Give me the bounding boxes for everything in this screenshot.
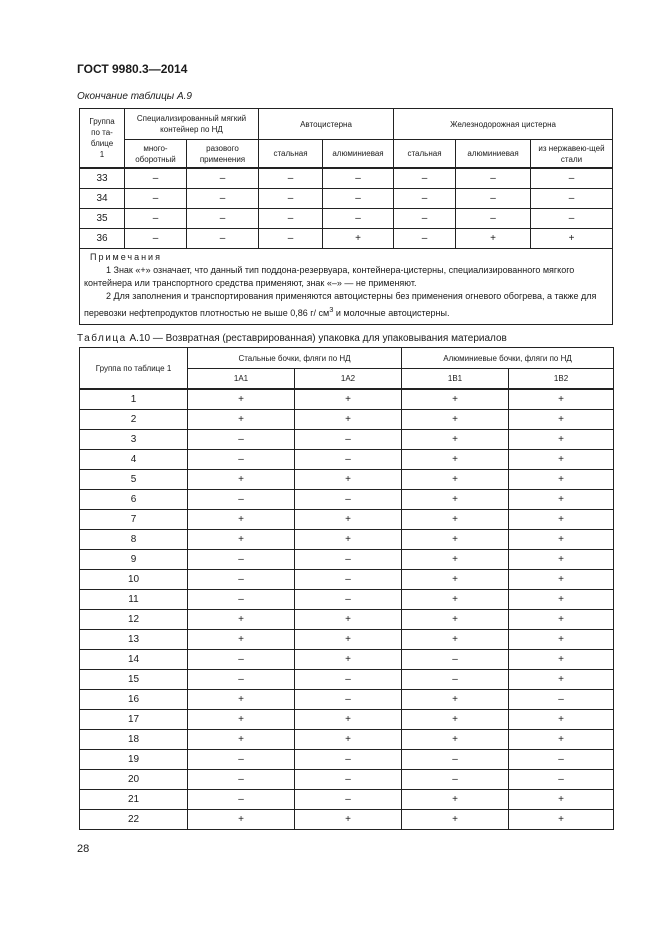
value-cell: + <box>402 590 509 610</box>
value-cell: – <box>125 168 187 189</box>
value-cell: + <box>402 490 509 510</box>
table-row <box>80 690 614 710</box>
value-cell: + <box>509 389 614 410</box>
value-cell: – <box>259 209 323 229</box>
group-cell: 17 <box>80 710 188 730</box>
value-cell: – <box>188 430 295 450</box>
value-cell: – <box>295 550 402 570</box>
value-cell: – <box>295 750 402 770</box>
page-number: 28 <box>77 843 90 855</box>
value-cell: + <box>509 510 614 530</box>
col-1b1-header: 1В1 <box>402 369 509 390</box>
value-cell: – <box>125 189 187 209</box>
value-cell: – <box>456 189 531 209</box>
col-1b2-header: 1В2 <box>509 369 614 390</box>
value-cell: – <box>394 229 456 249</box>
group-cell: 13 <box>80 630 188 650</box>
col-1a1-header: 1А1 <box>188 369 295 390</box>
group-cell: 20 <box>80 770 188 790</box>
value-cell: – <box>259 189 323 209</box>
group-cell: 4 <box>80 450 188 470</box>
table-row <box>80 590 614 610</box>
value-cell: + <box>402 570 509 590</box>
value-cell: + <box>402 389 509 410</box>
value-cell: – <box>188 550 295 570</box>
value-cell: – <box>188 590 295 610</box>
table-row <box>80 710 614 730</box>
value-cell: + <box>295 410 402 430</box>
value-cell: + <box>402 550 509 570</box>
table-row <box>80 389 614 410</box>
value-cell: + <box>402 470 509 490</box>
value-cell: – <box>125 229 187 249</box>
value-cell: – <box>323 209 394 229</box>
table-row <box>80 570 614 590</box>
col-group-header: Группа по та-блице 1 <box>80 109 125 169</box>
value-cell: + <box>188 530 295 550</box>
group-cell: 12 <box>80 610 188 630</box>
value-cell: + <box>402 430 509 450</box>
col-group-header: Группа по таблице 1 <box>80 348 188 390</box>
group-cell: 10 <box>80 570 188 590</box>
col-auto-al-header: алюминиевая <box>323 140 394 169</box>
value-cell: – <box>187 209 259 229</box>
value-cell: + <box>295 530 402 550</box>
value-cell: + <box>188 610 295 630</box>
value-cell: – <box>295 770 402 790</box>
table-row <box>80 490 614 510</box>
value-cell: + <box>509 650 614 670</box>
value-cell: – <box>295 690 402 710</box>
col-soft-single-header: разового применения <box>187 140 259 169</box>
value-cell: + <box>509 550 614 570</box>
table-a10 <box>79 347 614 830</box>
value-cell: + <box>509 790 614 810</box>
value-cell: – <box>323 189 394 209</box>
value-cell: – <box>402 770 509 790</box>
value-cell: – <box>509 690 614 710</box>
group-cell: 16 <box>80 690 188 710</box>
value-cell: + <box>402 410 509 430</box>
value-cell: + <box>295 630 402 650</box>
table-a9 <box>79 108 613 325</box>
table-row <box>80 168 613 189</box>
value-cell: + <box>402 630 509 650</box>
table-row <box>80 610 614 630</box>
value-cell: + <box>402 450 509 470</box>
table-row <box>80 450 614 470</box>
group-cell: 22 <box>80 810 188 830</box>
col-rail-al-header: алюминиевая <box>456 140 531 169</box>
col-auto-steel-header: стальная <box>259 140 323 169</box>
value-cell: + <box>402 690 509 710</box>
table-row <box>80 650 614 670</box>
table-row <box>80 470 614 490</box>
value-cell: + <box>509 710 614 730</box>
table-row <box>80 810 614 830</box>
table-row <box>80 410 614 430</box>
value-cell: – <box>259 168 323 189</box>
group-cell: 1 <box>80 389 188 410</box>
value-cell: + <box>509 810 614 830</box>
table-row <box>80 550 614 570</box>
value-cell: + <box>188 389 295 410</box>
value-cell: + <box>509 590 614 610</box>
table-row <box>80 770 614 790</box>
group-cell: 15 <box>80 670 188 690</box>
value-cell: – <box>323 168 394 189</box>
table-a9-caption: Окончание таблицы А.9 <box>77 91 192 102</box>
value-cell: + <box>509 450 614 470</box>
value-cell: + <box>402 610 509 630</box>
col-soft-container-header: Специализированный мягкий контейнер по НД <box>125 109 259 140</box>
value-cell: – <box>509 770 614 790</box>
group-cell: 2 <box>80 410 188 430</box>
table-row <box>80 209 613 229</box>
value-cell: + <box>509 530 614 550</box>
value-cell: – <box>187 168 259 189</box>
group-cell: 21 <box>80 790 188 810</box>
value-cell: – <box>295 590 402 610</box>
col-rail-stainless-header: из нержавею-щей стали <box>531 140 613 169</box>
value-cell: – <box>188 790 295 810</box>
value-cell: + <box>531 229 613 249</box>
value-cell: + <box>509 430 614 450</box>
group-cell: 35 <box>80 209 125 229</box>
value-cell: – <box>456 168 531 189</box>
value-cell: + <box>295 650 402 670</box>
group-cell: 36 <box>80 229 125 249</box>
document-header: ГОСТ 9980.3—2014 <box>77 62 188 76</box>
group-cell: 34 <box>80 189 125 209</box>
value-cell: – <box>188 770 295 790</box>
notes-title: Примечания <box>90 252 162 262</box>
value-cell: + <box>402 790 509 810</box>
value-cell: + <box>456 229 531 249</box>
value-cell: – <box>295 570 402 590</box>
value-cell: – <box>295 450 402 470</box>
value-cell: – <box>188 750 295 770</box>
group-cell: 19 <box>80 750 188 770</box>
value-cell: – <box>402 750 509 770</box>
value-cell: + <box>402 510 509 530</box>
value-cell: – <box>531 189 613 209</box>
value-cell: + <box>295 510 402 530</box>
value-cell: + <box>402 530 509 550</box>
value-cell: + <box>509 410 614 430</box>
group-cell: 33 <box>80 168 125 189</box>
value-cell: + <box>188 810 295 830</box>
col-rail-steel-header: стальная <box>394 140 456 169</box>
value-cell: – <box>509 750 614 770</box>
group-cell: 6 <box>80 490 188 510</box>
value-cell: + <box>188 730 295 750</box>
table-row <box>80 630 614 650</box>
table-row <box>80 510 614 530</box>
col-railtank-header: Железнодорожная цистерна <box>394 109 613 140</box>
value-cell: + <box>295 710 402 730</box>
value-cell: – <box>394 209 456 229</box>
group-cell: 8 <box>80 530 188 550</box>
value-cell: + <box>295 389 402 410</box>
value-cell: – <box>394 168 456 189</box>
value-cell: + <box>188 510 295 530</box>
value-cell: – <box>295 490 402 510</box>
group-cell: 11 <box>80 590 188 610</box>
value-cell: + <box>295 810 402 830</box>
note-2: 2 Для заполнения и транспортирования применяются автоцистерны без применения огневого обогрева, а также для перевозки нефтепродуктов плотностью не выше 0,86 г/ $см^3$ и молочные автоцистерны. <box>84 291 597 318</box>
table-row <box>80 530 614 550</box>
value-cell: – <box>456 209 531 229</box>
col-al-drums-header: Алюминиевые бочки, фляги по НД <box>402 348 614 369</box>
group-cell: 3 <box>80 430 188 450</box>
value-cell: + <box>188 690 295 710</box>
value-cell: – <box>259 229 323 249</box>
value-cell: – <box>295 430 402 450</box>
col-autotank-header: Автоцистерна <box>259 109 394 140</box>
col-1a2-header: 1А2 <box>295 369 402 390</box>
value-cell: + <box>188 470 295 490</box>
value-cell: – <box>188 650 295 670</box>
table-row <box>80 670 614 690</box>
group-cell: 5 <box>80 470 188 490</box>
value-cell: + <box>509 470 614 490</box>
note-1: 1 Знак «+» означает, что данный тип поддона-резервуара, контейнера-цистерны, специализированного мягкого контейнера или транспортного средства применяют, знак «–» — не применяют. <box>84 265 575 288</box>
value-cell: – <box>188 490 295 510</box>
value-cell: + <box>402 810 509 830</box>
group-cell: 14 <box>80 650 188 670</box>
value-cell: + <box>295 470 402 490</box>
value-cell: – <box>188 450 295 470</box>
value-cell: – <box>187 189 259 209</box>
group-cell: 18 <box>80 730 188 750</box>
value-cell: – <box>188 570 295 590</box>
value-cell: + <box>509 570 614 590</box>
table-row <box>80 790 614 810</box>
col-steel-drums-header: Стальные бочки, фляги по НД <box>188 348 402 369</box>
value-cell: – <box>125 209 187 229</box>
value-cell: – <box>188 670 295 690</box>
table-row <box>80 189 613 209</box>
value-cell: + <box>509 730 614 750</box>
value-cell: + <box>402 730 509 750</box>
table-row <box>80 229 613 249</box>
value-cell: + <box>509 670 614 690</box>
table-row <box>80 730 614 750</box>
value-cell: – <box>187 229 259 249</box>
value-cell: – <box>394 189 456 209</box>
value-cell: – <box>295 670 402 690</box>
caption-label: Таблица <box>77 333 127 344</box>
col-soft-multi-header: много-оборотный <box>125 140 187 169</box>
caption-text: А.10 — Возвратная (реставрированная) упаковка для упаковывания материалов <box>129 333 507 344</box>
value-cell: + <box>509 610 614 630</box>
value-cell: – <box>402 670 509 690</box>
value-cell: – <box>402 650 509 670</box>
value-cell: + <box>295 610 402 630</box>
group-cell: 9 <box>80 550 188 570</box>
notes-cell <box>80 249 613 325</box>
table-row <box>80 750 614 770</box>
value-cell: + <box>323 229 394 249</box>
value-cell: + <box>509 630 614 650</box>
value-cell: + <box>295 730 402 750</box>
value-cell: + <box>188 410 295 430</box>
value-cell: – <box>531 209 613 229</box>
value-cell: + <box>402 710 509 730</box>
value-cell: + <box>188 630 295 650</box>
value-cell: + <box>188 710 295 730</box>
table-row <box>80 430 614 450</box>
value-cell: – <box>531 168 613 189</box>
value-cell: + <box>509 490 614 510</box>
value-cell: – <box>295 790 402 810</box>
group-cell: 7 <box>80 510 188 530</box>
table-a10-caption <box>77 333 507 344</box>
